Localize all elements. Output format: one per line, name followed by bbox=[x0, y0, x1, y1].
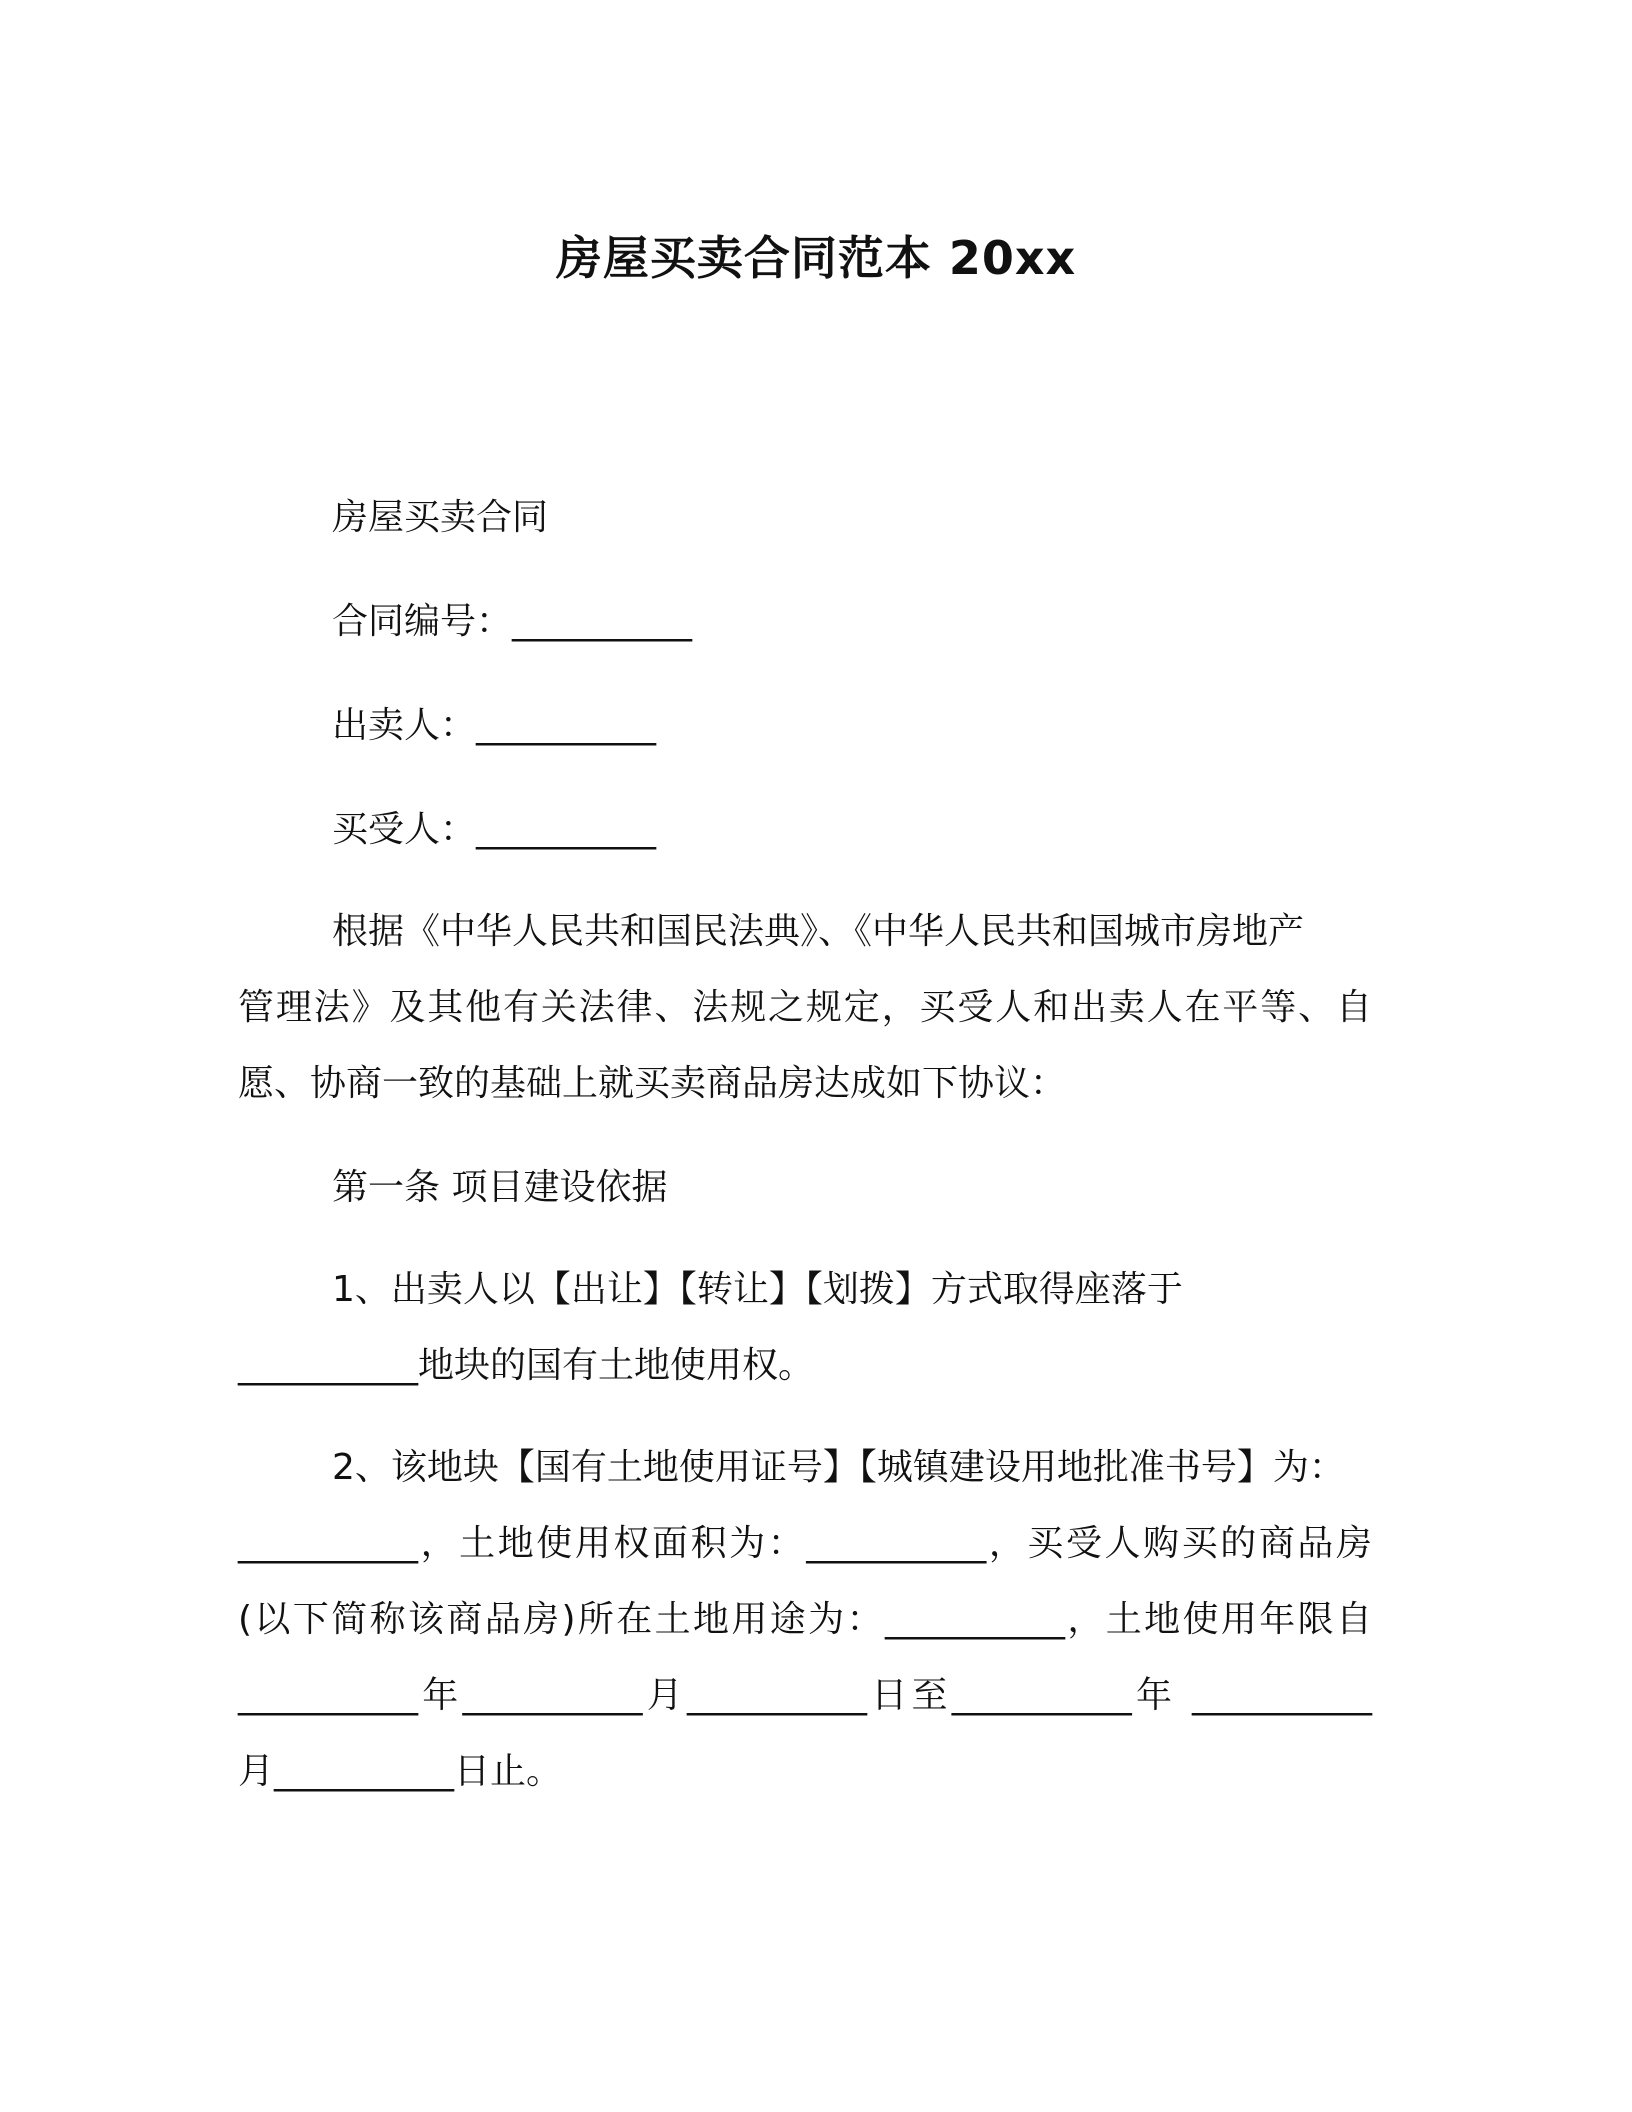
document-title: 房屋买卖合同范本 20xx bbox=[555, 231, 1077, 285]
clause-1-line-1: 1、出卖人以【出让】【转让】【划拨】方式取得座落于 bbox=[332, 1269, 1183, 1310]
clause-2-line-1: 2、该地块【国有土地使用证号】【城镇建设用地批准书号】为： bbox=[332, 1447, 1345, 1488]
clause-2-line-3: (以下简称该商品房)所在土地用途为：__________，土地使用年限自 bbox=[238, 1599, 1372, 1640]
clause-2-line-5: 月__________日止。 bbox=[238, 1751, 563, 1792]
contract-number-field: 合同编号：__________ bbox=[332, 601, 693, 642]
clause-2-line-4: __________年__________月__________日至__________年 __________ bbox=[238, 1675, 1372, 1716]
clause-1-line-2: __________地块的国有土地使用权。 bbox=[238, 1345, 815, 1386]
seller-field: 出卖人：__________ bbox=[332, 705, 657, 746]
article-1-title: 第一条 项目建设依据 bbox=[332, 1167, 668, 1208]
buyer-field: 买受人：__________ bbox=[332, 809, 657, 850]
preamble-line-1: 根据《中华人民共和国民法典》、《中华人民共和国城市房地产 bbox=[332, 911, 1305, 952]
preamble-line-2: 管理法》及其他有关法律、法规之规定，买受人和出卖人在平等、自 bbox=[238, 987, 1372, 1028]
contract-heading: 房屋买卖合同 bbox=[332, 497, 549, 538]
preamble-line-3: 愿、协商一致的基础上就买卖商品房达成如下协议： bbox=[238, 1063, 1067, 1104]
clause-2-line-2: __________，土地使用权面积为：__________，买受人购买的商品房 bbox=[238, 1523, 1372, 1564]
